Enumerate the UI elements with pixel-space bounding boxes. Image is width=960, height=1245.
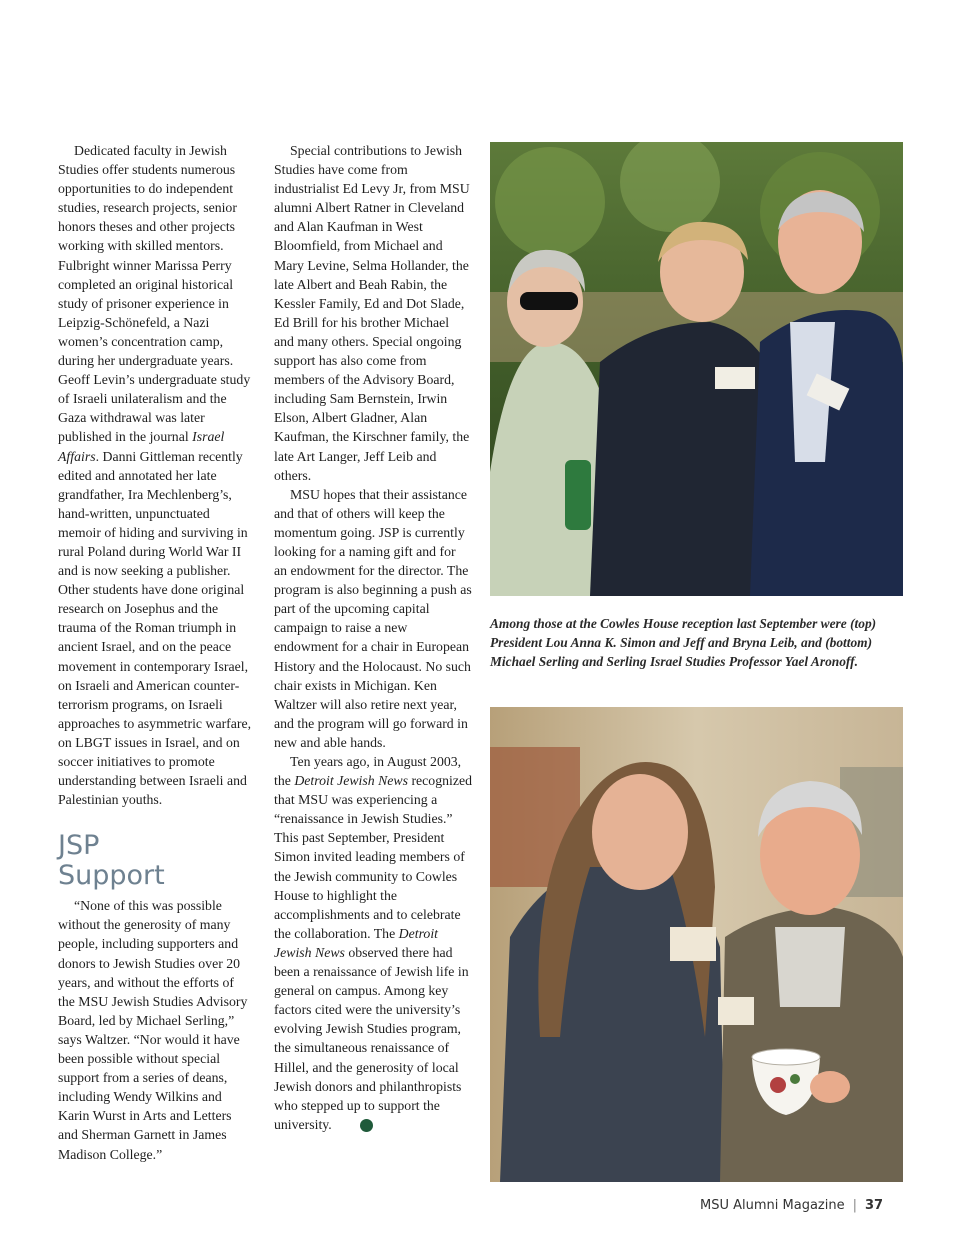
journal-title: Israel Affairs: [58, 429, 225, 464]
end-of-article-icon: ▲: [360, 1119, 373, 1132]
page-number: 37: [864, 1198, 884, 1213]
magazine-name: MSU Alumni Magazine: [700, 1198, 845, 1213]
footer-separator: |: [852, 1198, 857, 1213]
paragraph-faculty: Dedicated faculty in Jewish Studies offer students numerous opportunities to do independent studies, research projects, senior honors theses and other projects working with skilled mentors. Fulbright winner Marissa Perry completed an original historical study of prisoner experience in Leipzig-Schönefeld, a Nazi women’s concentration camp, during her undergraduate years. Geoff Levin’s undergraduate study of Israeli unilateralism and the Gaza withdrawal was later published in the journal Israel Affairs. Danni Gittleman recently edited and annotated her late grandfather, Ira Mechlenberg’s, hand-written, unpunctuated memoir of hiding and surviving in rural Poland during World War II and is now seeking a publisher. Other students have done original research on Josephus and the trauma of the Roman triumph in ancient Israel, and on the peace movement in contemporary Israel, on Israeli and American counter-terrorism programs, on Israeli approaches to asymmetric warfare, on LBGT issues in Israel, and on soccer initiatives to promote understanding between Israeli and Palestinian youths.: [58, 143, 252, 808]
photo-reception-bottom: [490, 707, 903, 1182]
page-footer: [700, 1198, 910, 1213]
paragraph-support-quote: “None of this was possible without the generosity of many people, including supporters and donors to Jewish Studies over 20 years, and without the efforts of the MSU Jewish Studies Advisory Board, led by Michael Serling,” says Waltzer. “Nor would it have been possible without special support from a series of deans, including Wendy Wilkins and Karin Wurst in Arts and Letters and Sherman Garnett in James Madison College.”: [58, 898, 248, 1162]
paragraph-contributions: Special contributions to Jewish Studies have come from industrialist Ed Levy Jr, from MSU alumni Albert Ratner in Cleveland and Alan Kaufman in West Bloomfield, from Michael and Mary Levine, Selma Hollander, the late Albert and Beah Rabin, the Kessler Family, Ed and Dot Slade, Ed Brill for his brother Michael and many others. Special ongoing support has also come from members of the Advisory Board, including Sam Bernstein, Irwin Elson, Albert Gladner, Alan Kaufman, the Kirschner family, the late Art Langer, Jeff Leib and others.: [274, 143, 470, 483]
section-heading-jsp-support: JSP Support: [58, 830, 165, 892]
newspaper-title: Detroit Jewish News: [294, 773, 409, 789]
photo-reception-top: [490, 142, 903, 596]
article-column-1: [58, 141, 254, 1164]
paragraph-momentum: MSU hopes that their assistance and that of others will keep the momentum going. JSP is currently looking for a naming gift and for an endowment for the director. The program is also beginning a push as part of the upcoming capital campaign to raise a new endowment for a chair in European History and the Holocaust. No such chair exists in Michigan. Ken Waltzer will also retire next year, and the program will go forward in new and able hands.: [274, 486, 472, 750]
photo-caption: Among those at the Cowles House reception last September were (top) President Lou Anna K. Simon and Jeff and Bryna Leib, and (bottom) Michael Serling and Serling Israel Studies Professor Yael Aronoff.: [490, 616, 877, 669]
photo-two-people-icon: [490, 707, 903, 1182]
article-column-2: [274, 141, 472, 1134]
paragraph-renaissance: Ten years ago, in August 2003, the Detroit Jewish News recognized that MSU was experiencing a “renaissance in Jewish Studies.” This past September, President Simon invited leading members of the Jewish community to Cowles House to highlight the accomplishments and to celebrate the collaboration. The Detroit Jewish News observed there had been a renaissance of Jewish life in general on campus. Among key factors cited were the university’s evolving Jewish Studies program, the simultaneous renaissance of Hillel, and the generosity of local Jewish donors and philanthropists who stepped up to support the university. ▲: [274, 754, 472, 1132]
photo-three-people-icon: [490, 142, 903, 596]
newspaper-title: Detroit Jewish News: [274, 925, 438, 960]
